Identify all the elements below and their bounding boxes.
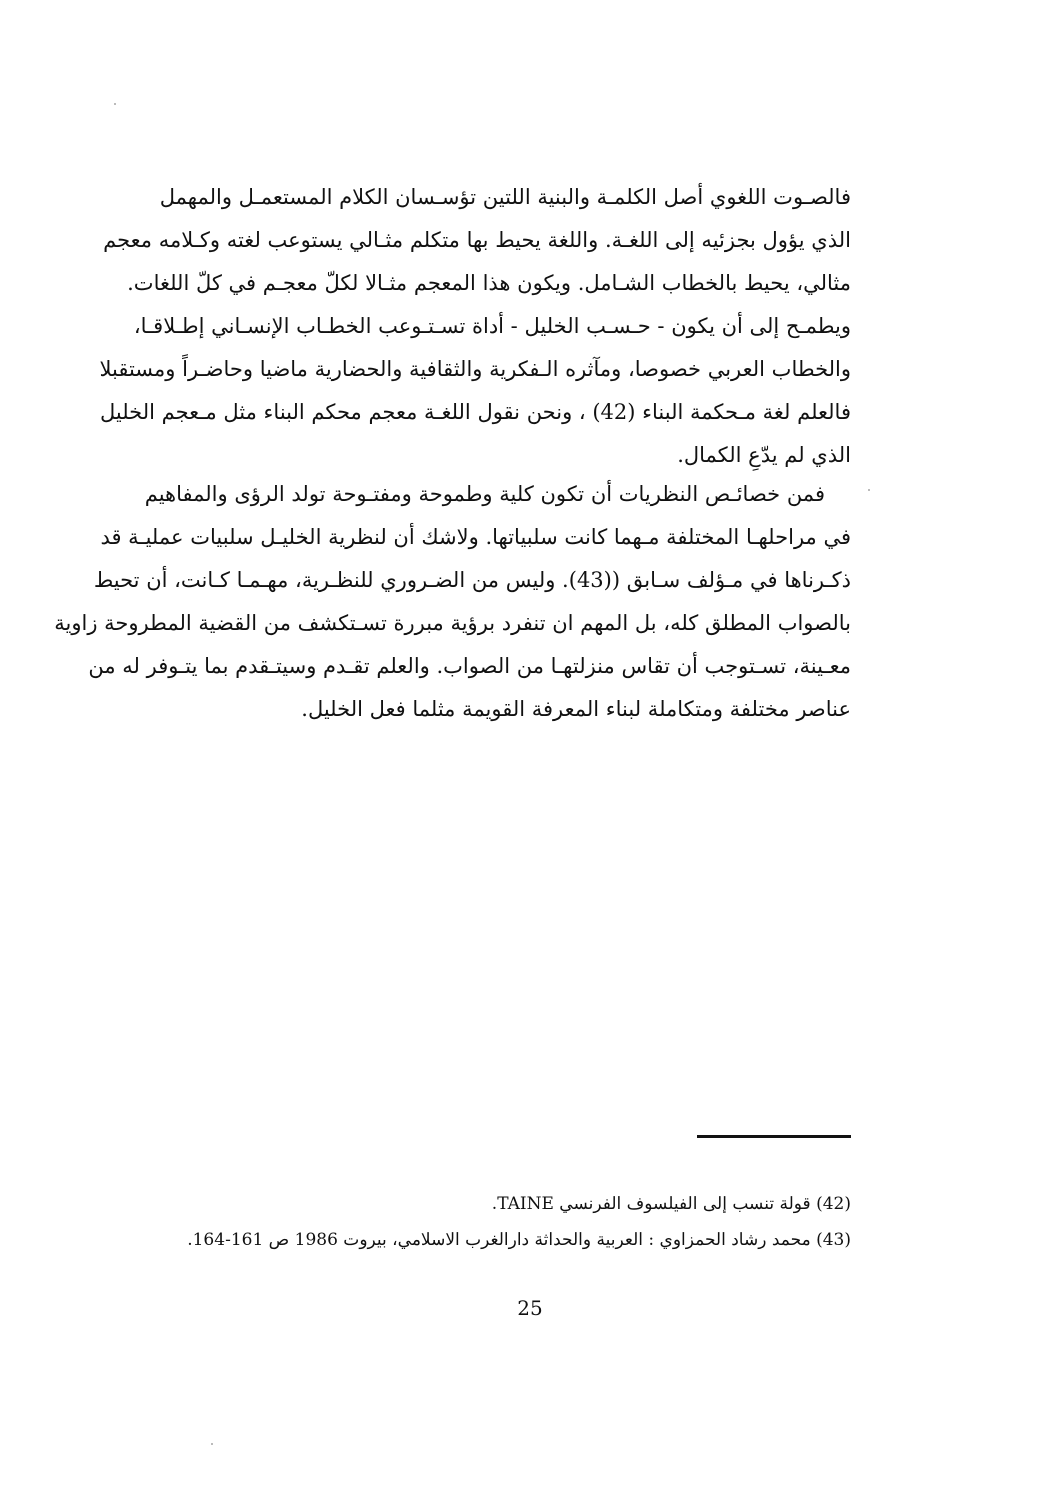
footnote-43: (43) محمد رشاد الحمزاوي : العربية والحداثة دارالغرب الاسلامي، بيروت 1986 ص 161-164. (187, 1230, 851, 1250)
paragraph-line: فالصـوت اللغوي أصل الكلمـة والبنية اللتين تؤسـسان الكلام المستعمـل والمهمل (159, 185, 851, 209)
scan-speck (868, 489, 870, 491)
paragraph-line: ذكـرناها في مـؤلف سـابق ((43). وليس من الضـروري للنظـرية، مهـمـا كـانت، أن تحيط (93, 568, 851, 592)
paragraph-line: عناصر مختلفة ومتكاملة لبناء المعرفة القويمة مثلما فعل الخليل. (301, 697, 851, 721)
scan-speck (211, 1443, 213, 1445)
footnote-separator (697, 1135, 851, 1138)
paragraph-line: والخطاب العربي خصوصا، ومآثره الـفكرية والثقافية والحضارية ماضيا وحاضـراً ومستقبلا (99, 357, 851, 381)
paragraph-line: فمن خصائـص النظريات أن تكون كلية وطموحة ومفتـوحة تولد الرؤى والمفاهيم (144, 482, 825, 506)
paragraph-line: بالصواب المطلق كله، بل المهم ان تنفرد برؤية مبررة تسـتكشف من القضية المطروحة زاوية (54, 611, 851, 635)
footnote-42: (42) قولة تنسب إلى الفيلسوف الفرنسي TAINE. (491, 1194, 851, 1214)
scan-speck (114, 103, 116, 105)
paragraph-line: مثالي، يحيط بالخطاب الشـامل. ويكون هذا المعجم مثـالا لكلّ معجـم في كلّ اللغات. (127, 271, 851, 295)
paragraph-line: معـينة، تسـتوجب أن تقاس منزلتهـا من الصواب. والعلم تقـدم وسيتـقدم بما يتـوفر له من (88, 654, 851, 678)
paragraph-line: ويطمـح إلى أن يكون - حـسـب الخليل - أداة تسـتـوعب الخطـاب الإنسـاني إطـلاقـا، (133, 314, 851, 338)
page-number: 25 (517, 1296, 543, 1320)
paragraph-line: الذي يؤول بجزئيه إلى اللغـة. واللغة يحيط بها متكلم مثـالي يستوعب لغته وكـلامه معجم (103, 228, 851, 252)
paragraph-line: فالعلم لغة مـحكمة البناء (42) ، ونحن نقول اللغـة معجم محكم البناء مثل مـعجم الخليل (99, 400, 851, 424)
paragraph-line: الذي لم يدّعِ الكمال. (677, 443, 851, 467)
paragraph-line: في مراحلهـا المختلفة مـهما كانت سلبياتها. ولاشك أن لنظرية الخليـل سلبيات عمليـة قد (100, 525, 851, 549)
